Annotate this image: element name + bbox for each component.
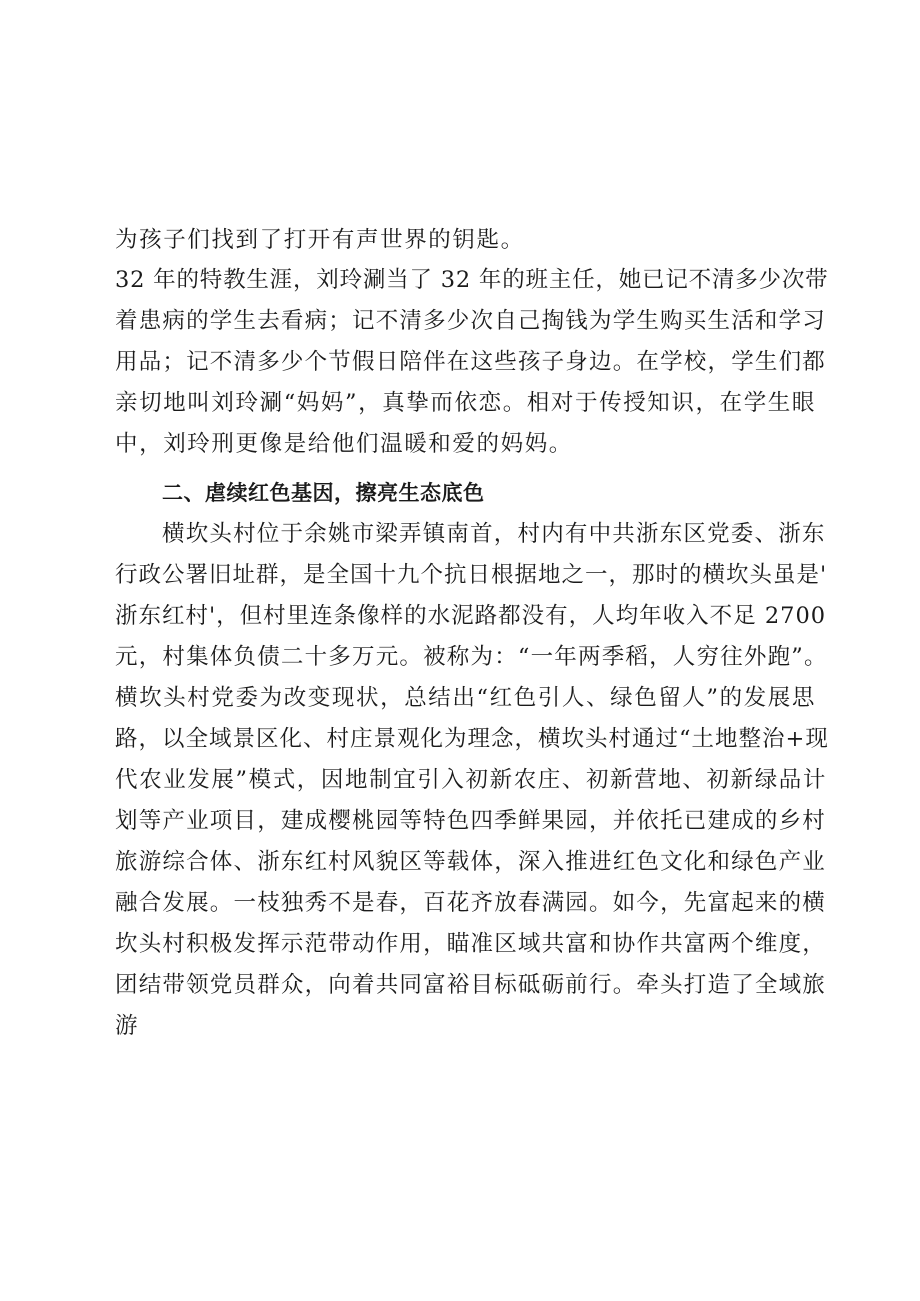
- paragraph-line: 元，村集体负债二十多万元。被称为：“一年两季稻，人穷往外跑”。: [115, 644, 828, 670]
- paragraph-line: 横坎头村党委为改变现状，总结出“红色引人、绿色留人”的发展思: [115, 685, 817, 711]
- paragraph-line: 中，刘玲刑更像是给他们温暖和爱的妈妈。: [115, 431, 573, 457]
- paragraph-line: 路，以全域景区化、村庄景观化为理念，横坎头村通过“土地整治+现: [115, 726, 829, 752]
- section-heading: 二、虐续红色基因，擦亮生态底色: [162, 481, 485, 505]
- paragraph-line: 横坎头村位于余姚市梁弄镇南首，村内有中共浙东区党委、浙东: [162, 521, 826, 547]
- paragraph-line: 浙东红村'，但村里连条像样的水泥路都没有，人均年收入不足 2700: [115, 603, 827, 629]
- paragraph-line: 划等产业项目，建成樱桃园等特色四季鲜果园，并依托已建成的乡村: [115, 808, 827, 834]
- paragraph-line: 32 年的特教生涯，刘玲涮当了 32 年的班主任，她已记不清多少次带: [115, 267, 829, 293]
- paragraph-line: 用品；记不清多少个节假日陪伴在这些孩子身边。在学校，学生们都: [115, 349, 827, 375]
- paragraph-line: 行政公署旧址群，是全国十九个抗日根据地之一，那时的横坎头虽是': [115, 562, 828, 588]
- paragraph-line: 旅游综合体、浙东红村风貌区等载体，深入推进红色文化和绿色产业: [115, 849, 827, 875]
- paragraph-line: 着患病的学生去看病；记不清多少次自己掏钱为学生购买生活和学习: [115, 308, 827, 334]
- paragraph-line: 为孩子们找到了打开有声世界的钥匙。: [115, 227, 525, 253]
- paragraph-line: 亲切地叫刘玲涮“妈妈”，真挚而依恋。相对于传授知识，在学生眼: [115, 390, 817, 416]
- paragraph-line: 代农业发展”模式，因地制宜引入初新农庄、初新营地、初新绿品计: [115, 767, 828, 793]
- paragraph-line: 融合发展。一枝独秀不是春，百花齐放春满园。如今，先富起来的横: [115, 890, 827, 916]
- paragraph-line: 游: [115, 1013, 140, 1039]
- paragraph-line: 团结带领党员群众，向着共同富裕目标砥砺前行。牵头打造了全域旅: [115, 972, 827, 998]
- paragraph-line: 坎头村积极发挥示范带动作用，瞄准区域共富和协作共富两个维度，: [115, 931, 827, 957]
